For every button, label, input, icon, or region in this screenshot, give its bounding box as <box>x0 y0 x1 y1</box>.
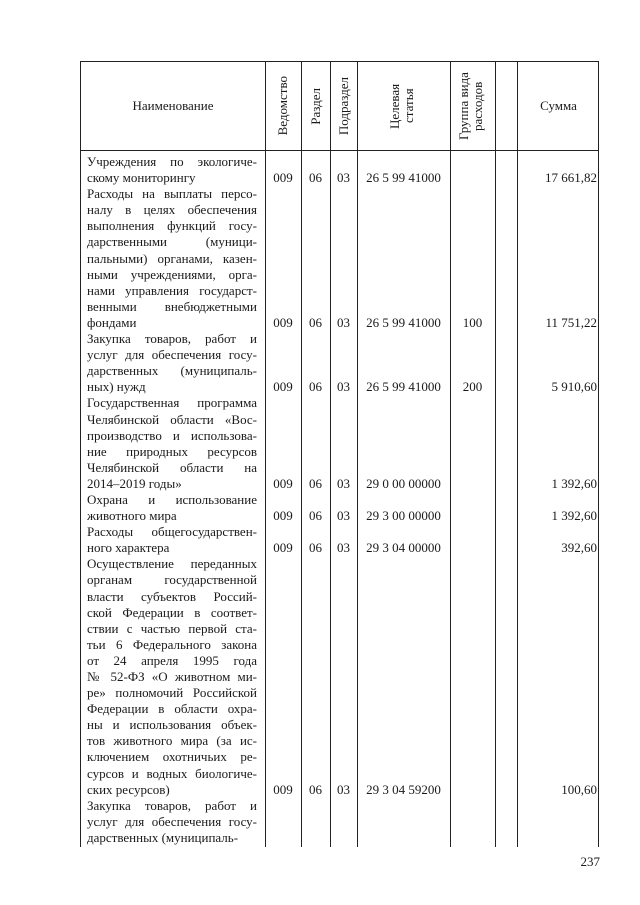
row-name-line: услуг для обеспечения госу- <box>87 813 257 829</box>
cell-razdel: 06 <box>309 540 322 556</box>
table-row <box>265 475 600 493</box>
row-name-line: Расходы на выплаты персо- <box>87 186 257 202</box>
row-name-line: ствии с частью первой ста- <box>87 620 257 636</box>
cell-razdel: 06 <box>309 379 322 395</box>
cell-summa: 11 751,22 <box>545 315 597 330</box>
header-gruppa: Группа вида расходов <box>455 72 485 140</box>
row-name-line: власти субъектов Россий- <box>87 588 257 604</box>
row-name-line: Челябинской области на <box>87 459 257 475</box>
header-vedomstvo: Ведомство <box>275 76 290 136</box>
cell-podrazdel: 03 <box>337 476 350 491</box>
row-name-line: услуг для обеспечения госу- <box>87 347 257 363</box>
cell-tselevaya: 26 5 99 41000 <box>366 315 441 330</box>
table-row <box>265 169 600 187</box>
cell-gruppa: 200 <box>462 379 483 395</box>
row-name-line: Челябинской области «Вос- <box>87 411 257 427</box>
cell-vedomstvo: 009 <box>273 170 293 186</box>
row-name-line: № 52-ФЗ «О животном ми- <box>87 669 257 684</box>
header-podrazdel: Подраздел <box>335 76 351 136</box>
header-divider <box>81 150 598 151</box>
row-name-line: ре» полномочий Российской <box>87 685 257 701</box>
row-name-line: дарственными (муници- <box>87 234 257 250</box>
cell-summa: 1 392,60 <box>551 508 597 524</box>
row-name-line: дарственных (муниципаль- <box>87 829 239 845</box>
row-name-line: пальными) органами, казен- <box>87 250 257 266</box>
budget-table <box>80 61 599 847</box>
row-name-line: Государственная программа <box>87 395 257 411</box>
row-name-line: Охрана и использование <box>87 491 257 507</box>
cell-vedomstvo: 009 <box>273 781 293 797</box>
cell-summa: 5 910,60 <box>551 379 597 395</box>
table-row <box>265 539 600 557</box>
cell-podrazdel: 03 <box>337 540 350 556</box>
row-name-line: ными учреждениями, орга- <box>87 266 257 282</box>
cell-podrazdel: 03 <box>337 781 350 797</box>
cell-vedomstvo: 009 <box>273 508 293 524</box>
row-name-line: Расходы общегосударствен- <box>87 524 257 540</box>
header-summa: Сумма <box>540 98 577 113</box>
name-column <box>81 154 265 846</box>
cell-gruppa: 100 <box>462 315 483 330</box>
row-name-line: тов животного мира (за ис- <box>87 733 257 749</box>
row-name-line: Закупка товаров, работ и <box>87 331 257 347</box>
cell-razdel: 06 <box>309 476 322 491</box>
table-row <box>265 781 600 799</box>
cell-razdel: 06 <box>309 508 322 524</box>
cell-tselevaya: 29 3 04 59200 <box>366 781 441 797</box>
cell-vedomstvo: 009 <box>273 379 293 395</box>
cell-razdel: 06 <box>309 315 322 330</box>
cell-vedomstvo: 009 <box>273 476 293 491</box>
page-number: 237 <box>580 854 600 869</box>
row-name-line: Федерации в области охра- <box>87 701 257 717</box>
header-tselevaya: Целевая статья <box>386 83 416 129</box>
cell-summa: 1 392,60 <box>551 476 597 491</box>
table-row <box>265 507 600 525</box>
row-name-line: ской Федерации в соответ- <box>87 604 257 620</box>
row-name-line: 2014–2019 годы» <box>87 475 182 491</box>
cell-summa: 392,60 <box>561 540 597 556</box>
row-name-line: животного мира <box>87 508 177 524</box>
cell-razdel: 06 <box>309 781 322 797</box>
cell-vedomstvo: 009 <box>273 315 293 330</box>
cell-tselevaya: 26 5 99 41000 <box>366 170 441 186</box>
row-name-line: тьи 6 Федерального закона <box>87 636 257 652</box>
row-name-line: ных) нужд <box>87 379 146 395</box>
row-name-line: дарственных (муниципаль- <box>87 363 257 379</box>
row-name-line: ние природных ресурсов <box>87 443 257 459</box>
row-name-line: Осуществление переданных <box>87 556 257 572</box>
row-name-line: производство и использова- <box>87 427 257 443</box>
row-name-line: выполнения функций госу- <box>87 218 257 234</box>
row-name-line: скому мониторингу <box>87 170 196 186</box>
row-name-line: органам государственной <box>87 572 257 588</box>
row-name-line: фондами <box>87 314 137 330</box>
row-name-line: сурсов и водных биологиче- <box>87 765 257 781</box>
cell-vedomstvo: 009 <box>273 540 293 556</box>
header-name: Наименование <box>132 98 214 113</box>
cell-tselevaya: 26 5 99 41000 <box>366 379 441 395</box>
row-name-line: ских ресурсов) <box>87 781 170 797</box>
row-name-line: венными внебюджетными <box>87 298 257 314</box>
table-row <box>265 314 600 332</box>
row-name-line: нами управления государст- <box>87 282 257 298</box>
header-razdel: Раздел <box>307 87 323 125</box>
row-name-line: ключением охотничьих ре- <box>87 749 257 765</box>
row-name-line: ного характера <box>87 540 170 556</box>
row-name-line: от 24 апреля 1995 года <box>87 652 257 668</box>
cell-tselevaya: 29 3 04 00000 <box>366 540 441 556</box>
table-row <box>265 378 600 396</box>
cell-tselevaya: 29 3 00 00000 <box>366 508 441 524</box>
row-name-line: Закупка товаров, работ и <box>87 797 257 813</box>
cell-podrazdel: 03 <box>337 379 350 395</box>
row-name-line: Учреждения по экологиче- <box>87 154 257 169</box>
cell-summa: 17 661,82 <box>545 170 597 186</box>
cell-podrazdel: 03 <box>337 315 350 330</box>
cell-podrazdel: 03 <box>337 508 350 524</box>
cell-podrazdel: 03 <box>337 170 350 186</box>
cell-tselevaya: 29 0 00 00000 <box>366 476 441 491</box>
row-name-line: ны и использования объек- <box>87 717 257 733</box>
row-name-line: налу в целях обеспечения <box>87 202 257 218</box>
cell-summa: 100,60 <box>561 781 597 797</box>
cell-razdel: 06 <box>309 170 322 186</box>
